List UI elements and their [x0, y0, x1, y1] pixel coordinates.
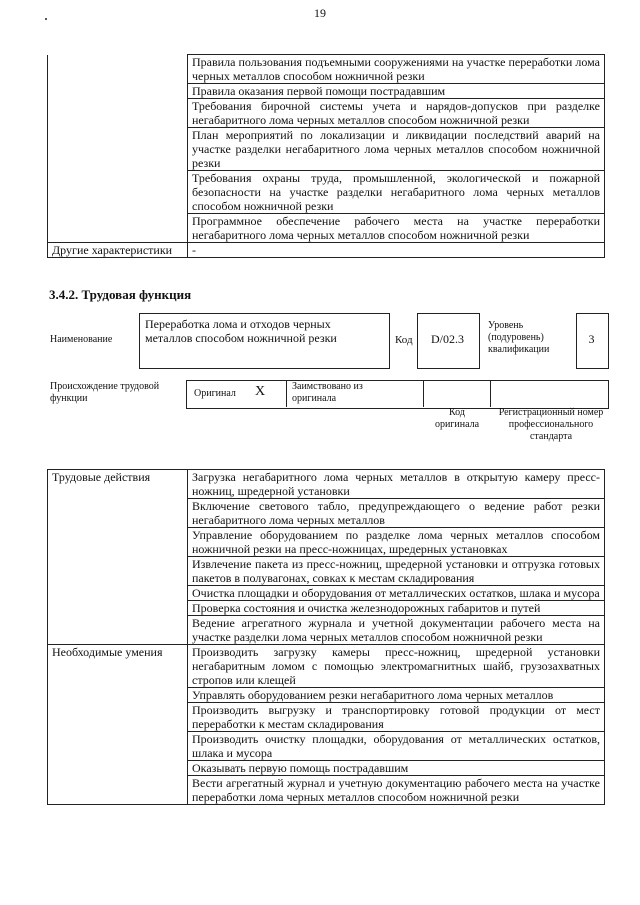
code-label: Код: [395, 334, 413, 346]
list-item: Очистка площадки и оборудования от металлических остатков, шлака и мусора: [188, 586, 605, 601]
list-item: Управление оборудованием по разделке лома черных металлов способом ножничной резки на пресс-ножницах, шредерных установках: [188, 528, 605, 557]
origin-row-box: [186, 380, 609, 409]
row-value: Требования охраны труда, промышленной, экологической и пожарной безопасности на участке разделки негабаритного лома черных металлов способом ножничной резки: [188, 171, 605, 214]
row-value: Программное обеспечение рабочего места на участке переработки негабаритного лома черных металлов способом ножничной резки: [188, 214, 605, 243]
origin-label: Происхождение трудовой функции: [50, 381, 160, 404]
original-mark: X: [255, 384, 266, 399]
list-item: Включение светового табло, предупреждающего о ведение работ резки негабаритного лома черных металлов: [188, 499, 605, 528]
group-label: Необходимые умения: [48, 645, 188, 805]
section-heading: 3.4.2. Трудовая функция: [49, 287, 192, 302]
row-label: Другие характеристики: [48, 243, 188, 258]
row-label: [48, 171, 188, 214]
table-row: [48, 99, 605, 128]
name-value: Переработка лома и отходов черных металлов способом ножничной резки: [145, 317, 337, 345]
row-label: [48, 84, 188, 99]
list-item: Производить выгрузку и транспортировку готовой продукции от мест переработки к местам складирования: [188, 703, 605, 732]
list-item: Извлечение пакета из пресс-ножниц, шредерной установки и отгрузка готовых пакетов в полувагонах, совках к местам складирования: [188, 557, 605, 586]
table-row: [48, 84, 605, 99]
origin-divider-1: [286, 380, 287, 407]
reg-number-caption: Регистрационный номер профессионального стандарта: [498, 407, 604, 442]
scan-speck: [45, 18, 47, 20]
code-value: D/02.3: [431, 332, 464, 346]
list-item: Вести агрегатный журнал и учетную документацию рабочего места на участке переработки лома черных металлов способом ножничной резки: [188, 776, 605, 805]
list-item: Производить загрузку камеры пресс-ножниц, шредерной установки негабаритным ломом с помощью электромагнитных шайб, грузозахватных стропов или клещей: [188, 645, 605, 688]
row-label: [48, 99, 188, 128]
table-row: [48, 171, 605, 214]
list-item: Ведение агрегатного журнала и учетной документации рабочего места на участке разделки лома черных металлов способом ножничной резки: [188, 616, 605, 645]
level-label: Уровень (подуровень) квалификации: [488, 320, 550, 355]
list-item: Оказывать первую помощь пострадавшим: [188, 761, 605, 776]
group-label: Трудовые действия: [48, 470, 188, 645]
page-number: 19: [314, 6, 326, 20]
original-label: Оригинал: [194, 388, 236, 399]
table-row: [48, 645, 605, 688]
level-value: 3: [588, 332, 595, 346]
table-row: [48, 470, 605, 499]
table-row: [48, 243, 605, 258]
list-item: Загрузка негабаритного лома черных металлов в открытую камеру пресс-ножниц, шредерной установки: [188, 470, 605, 499]
list-item: Производить очистку площадки, оборудования от металлических остатков, шлака и мусора: [188, 732, 605, 761]
code-original-caption: Код оригинала: [434, 407, 480, 430]
row-label: [48, 214, 188, 243]
row-value: Правила пользования подъемными сооружениями на участке переработки лома черных металлов способом ножничной резки: [188, 55, 605, 84]
work-function-table: [47, 469, 605, 805]
row-value: План мероприятий по локализации и ликвидации последствий аварий на участке разделки негабаритного лома черных металлов способом ножничной резки: [188, 128, 605, 171]
requirements-table: [47, 54, 605, 258]
row-label: [48, 55, 188, 84]
table-row: [48, 128, 605, 171]
list-item: Проверка состояния и очистка железнодорожных габаритов и путей: [188, 601, 605, 616]
list-item: Управлять оборудованием резки негабаритного лома черных металлов: [188, 688, 605, 703]
row-value: -: [188, 243, 605, 258]
table-row: [48, 214, 605, 243]
name-label: Наименование: [50, 334, 113, 345]
row-value: Требования бирочной системы учета и нарядов-допусков при разделке негабаритного лома черных металлов способом ножничной резки: [188, 99, 605, 128]
table-row: [48, 55, 605, 84]
borrowed-label: Заимствовано из оригинала: [292, 381, 363, 404]
row-value: Правила оказания первой помощи пострадавшим: [188, 84, 605, 99]
origin-divider-3: [490, 380, 491, 407]
row-label: [48, 128, 188, 171]
origin-divider-2: [423, 380, 424, 407]
